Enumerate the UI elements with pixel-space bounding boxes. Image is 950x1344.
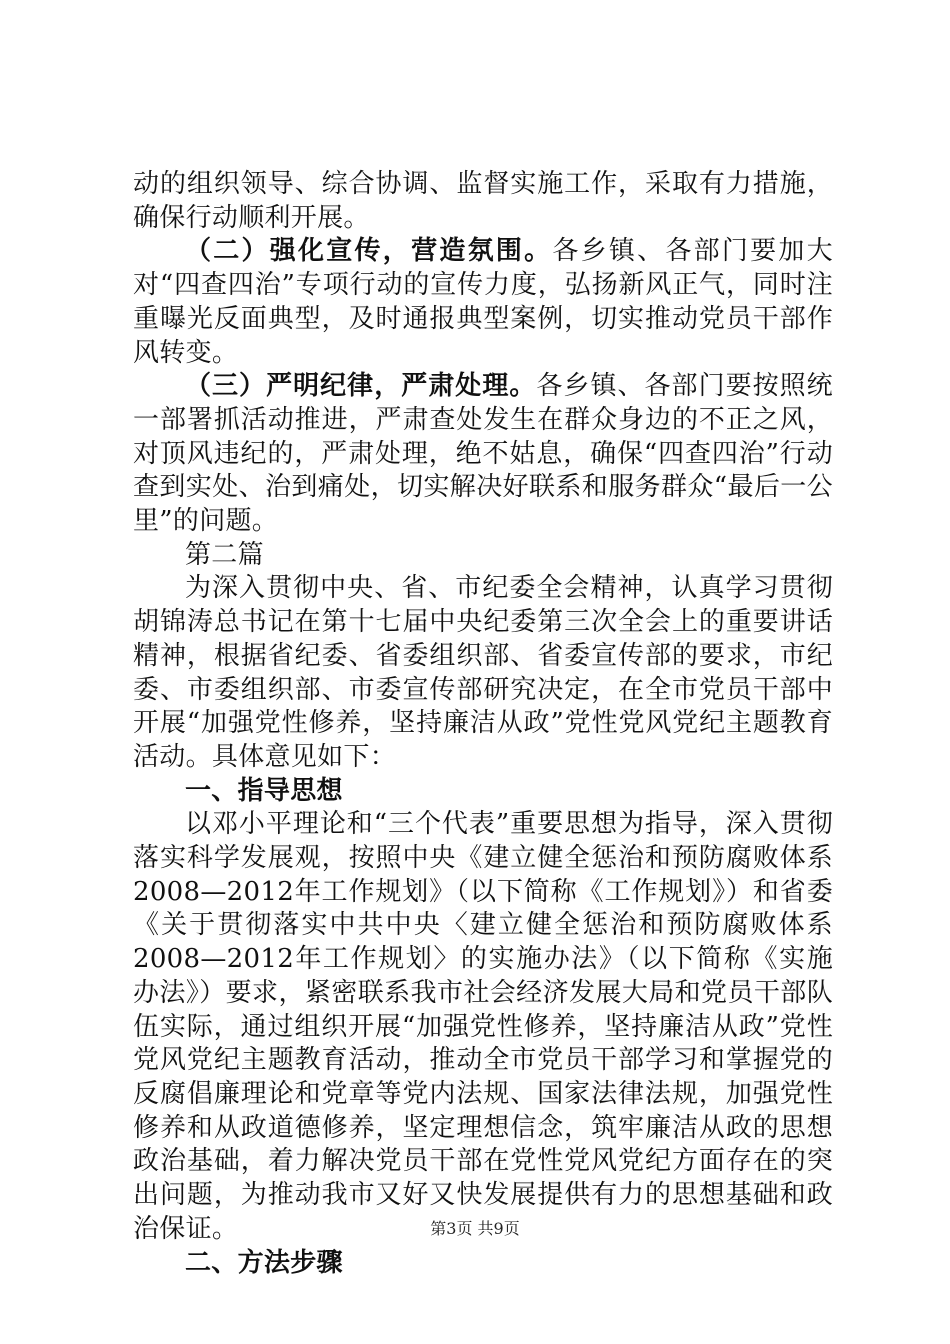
paragraph-2 — [133, 235, 833, 370]
section-heading-3: （三）严明纪律，严肃处理。 — [185, 371, 537, 402]
heading-guiding-thought: 一、指导思想 — [185, 775, 343, 806]
paragraph-3 — [133, 370, 833, 539]
paragraph-6: 以邓小平理论和“三个代表”重要思想为指导，深入贯彻落实科学发展观，按照中央《建立健全惩治和预防腐败体系2008—2012年工作规划》（以下简称《工作规划》）和省委《关于贯彻落实中共中央〈建立健全惩治和预防腐败体系2008—2012年工作规划〉的实施办法》（以下简称《实施办法》）要求，紧密联系我市社会经济发展大局和党员干部队伍实际，通过组织开展“加强党性修养，坚持廉洁从政”党性党风党纪主题教育活动，推动全市党员干部学习和掌握党的反腐倡廉理论和党章等党内法规、国家法律法规，加强党性修养和从政道德修养，坚定理想信念，筑牢廉洁从政的思想政治基础，着力解决党员干部在党性党风党纪方面存在的突出问题，为推动我市又好又快发展提供有力的思想基础和政治保证。 — [133, 809, 833, 1244]
paragraph-3-text: 各乡镇、各部门要按照统一部署抓活动推进，严肃查处发生在群众身边的不正之风，对顶风违纪的，严肃处理，绝不姑息，确保“四查四治”行动查到实处、治到痛处，切实解决好联系和服务群众“最后一公里”的问题。 — [133, 371, 833, 537]
section-heading-2: （二）强化宣传，营造氛围。 — [185, 236, 553, 267]
paragraph-5: 为深入贯彻中央、省、市纪委全会精神，认真学习贯彻胡锦涛总书记在第十七届中央纪委第三次全会上的重要讲话精神，根据省纪委、省委组织部、省委宣传部的要求，市纪委、市委组织部、市委宣传部研究决定，在全市党员干部中开展“加强党性修养，坚持廉洁从政”党性党风党纪主题教育活动。具体意见如下： — [133, 573, 833, 772]
paragraph-2-text: 各乡镇、各部门要加大对“四查四治”专项行动的宣传力度，弘扬新风正气，同时注重曝光反面典型，及时通报典型案例，切实推动党员干部作风转变。 — [133, 236, 833, 368]
document-body — [133, 168, 833, 1280]
page-footer: 第3页 共9页 — [430, 1219, 520, 1238]
part-title: 第二篇 — [185, 539, 264, 570]
paragraph-1: 动的组织领导、综合协调、监督实施工作，采取有力措施，确保行动顺利开展。 — [133, 169, 833, 233]
heading-method-steps: 二、方法步骤 — [185, 1247, 343, 1278]
